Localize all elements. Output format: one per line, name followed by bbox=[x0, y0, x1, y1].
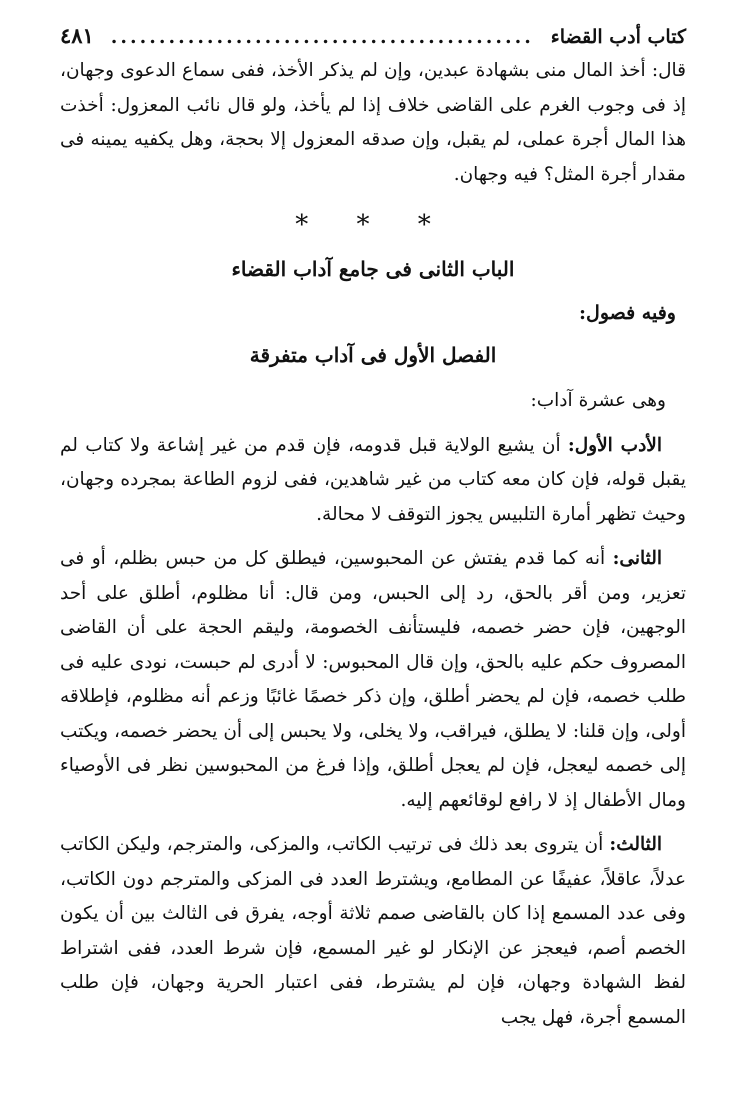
header-title: كتاب أدب القضاء bbox=[550, 26, 686, 48]
paragraph-text: أنه كما قدم يفتش عن المحبوسين، فيطلق كل من حبس بظلم، أو فى تعزير، ومن أقر بالحق، رد إلى الحبس، ومن قال: أنا مظلوم، أطلق على أحد الوجهين، فإن حضر خصمه، فليستأنف الخصومة، وليقم الحجة على أن القاضى المصروف حكم عليه بالحق، وإن قال المحبوس: لا أدرى لم حبست، نودى عليه فى طلب خصمه، فإن لم يحضر أطلق، وإن ذكر خصمًا غائبًا وزعم أنه مظلوم، فإطلاقه أولى، وإن قلنا: لا يطلق، فيراقب، ولا يخلى، ولا يحبس إلى أن يحضر خصمه، ويكتب إلى خصمه ليعجل، فإن لم يعجل أطلق، وإذا فرغ من المحبوسين نظر فى الأوصياء ومال الأطفال إذ لا رافع لوقائعهم إليه. bbox=[60, 548, 686, 811]
paragraph-text: أن يشيع الولاية قبل قدومه، فإن قدم من غير إشاعة ولا كتاب لم يقبل قوله، فإن كان معه كتاب من غير شاهدين، ففى لزوم الطاعة بمجرده وجهان، وحيث تظهر أمارة التلبيس يجوز التوقف لا محالة. bbox=[60, 434, 686, 525]
document-page bbox=[60, 18, 686, 1084]
opening-paragraph: قال: أخذ المال منى بشهادة عبدين، وإن لم يذكر الأخذ، ففى سماع الدعوى وجهان، إذ فى وجوب الغرم على القاضى خلاف إذا لم يأخذ، ولو قال نائب المعزول: أخذت هذا المال أجرة عملى، لم يقبل، وإن صدقه المعزول إلا بحجة، وهل يكفيه يمينه فى مقدار أجرة المثل؟ فيه وجهان. bbox=[60, 60, 686, 185]
page-number: ٤٨١ bbox=[60, 23, 94, 48]
chapter-title: الباب الثانى فى جامع آداب القضاء bbox=[231, 257, 515, 281]
paragraph-text: أن يتروى بعد ذلك فى ترتيب الكاتب، والمزكى، والمترجم، وليكن الكاتب عدلاً، عاقلاً، عفيفًا عن المطامع، ويشترط العدد فى المزكى والمترجم دون الكاتب، وفى عدد المسمع إذا كان بالقاضى صمم ثلاثة أوجه، يفرق فى الثالث بين أن يكون الخصم أصم، فيعجز عن الإنكار لو غير المسمع، فإن شرط العدد، ففى اشتراط لفظ الشهادة وجهان، فإن لم يشترط، ففى اعتبار الحرية وجهان، فإن طلب المسمع أجرة، فهل يجب bbox=[60, 834, 686, 1028]
header-leader-dots: ............................................ bbox=[110, 26, 534, 48]
paragraph-lead: الثالث: bbox=[609, 834, 662, 855]
section-title: الفصل الأول فى آداب متفرقة bbox=[249, 343, 497, 367]
paragraph-lead: الأدب الأول: bbox=[567, 434, 662, 456]
section-separator: * * * bbox=[295, 210, 451, 240]
running-header bbox=[60, 18, 686, 54]
paragraph-first-adab bbox=[60, 429, 686, 533]
sub-heading: وفيه فصول: bbox=[579, 302, 676, 324]
paragraph-second-adab bbox=[60, 542, 686, 818]
paragraph-lead: الثانى: bbox=[612, 548, 662, 569]
intro-line: وهى عشرة آداب: bbox=[530, 390, 666, 411]
paragraph-third-adab bbox=[60, 828, 686, 1035]
